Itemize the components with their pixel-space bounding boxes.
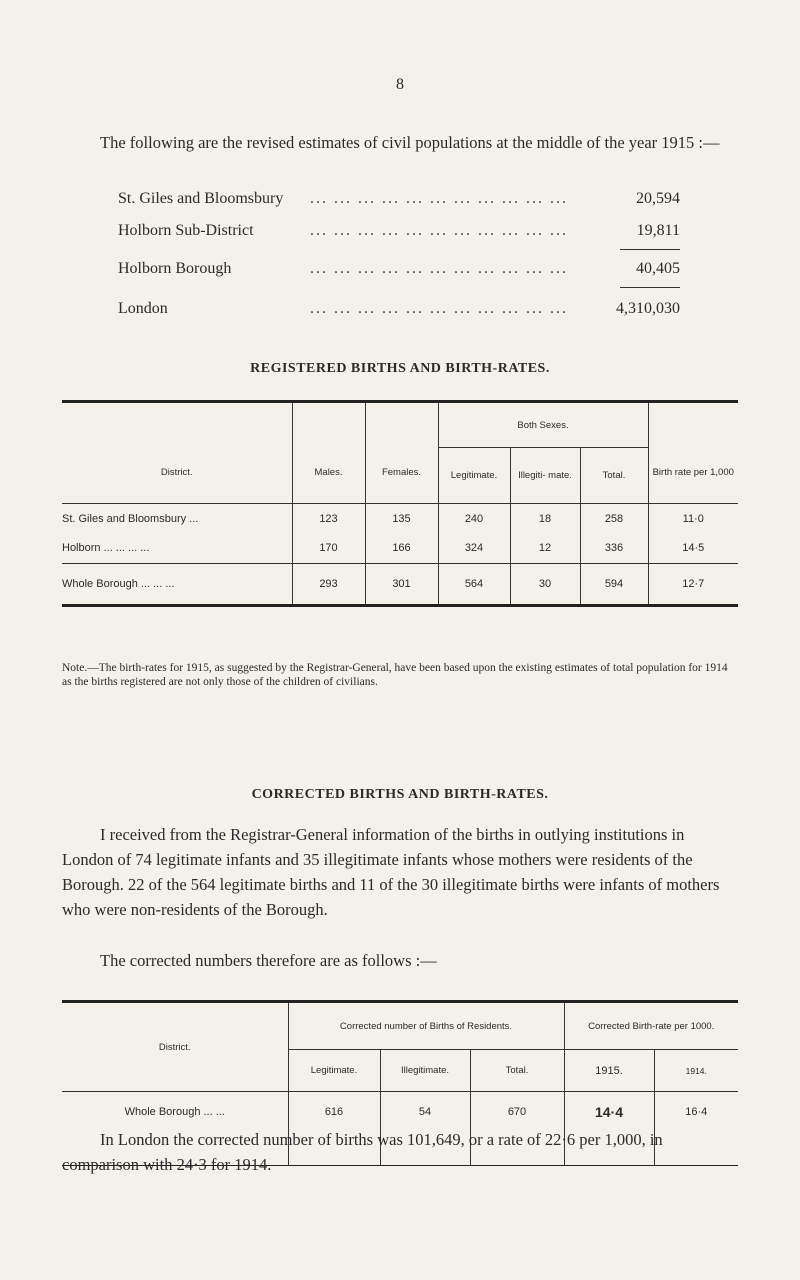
section-heading-registered: REGISTERED BIRTHS AND BIRTH-RATES. [250, 361, 550, 376]
leader-dots: ... ... ... ... ... ... ... ... ... ... ... [310, 222, 568, 239]
col-total: Total. [470, 1050, 564, 1092]
registered-births-table [62, 400, 738, 607]
cell-district: Whole Borough ... ... [124, 1105, 225, 1118]
col-legitimate: Legitimate. [438, 448, 510, 504]
cell-total: 670 [470, 1092, 564, 1132]
cell-district: Whole Borough ... ... ... [62, 578, 175, 590]
col-corrected-number: Corrected number of Births of Residents. [288, 1002, 564, 1050]
sum-rule [620, 249, 680, 250]
col-district: District. [160, 466, 193, 478]
table-row [62, 1092, 738, 1132]
follows-paragraph: The corrected numbers therefore are as follows :— [100, 951, 437, 970]
population-name: Holborn Sub-District [118, 218, 260, 244]
population-name: London [118, 296, 174, 322]
col-1914: 1914. [654, 1050, 738, 1092]
cell-legitimate: 564 [438, 564, 510, 606]
cell-legitimate: 240 [438, 504, 510, 534]
table-row [62, 534, 738, 564]
col-both-sexes: Both Sexes. [438, 402, 648, 448]
population-row [118, 218, 688, 244]
leader-dots: ... ... ... ... ... ... ... ... ... ... ... [310, 300, 568, 317]
cell-legitimate: 324 [438, 534, 510, 564]
cell-1914: 16·4 [654, 1092, 738, 1132]
cell-males: 123 [292, 504, 365, 534]
cell-total: 594 [580, 564, 648, 606]
population-value: 19,811 [636, 222, 680, 239]
col-1915: 1915. [564, 1050, 654, 1092]
cell-females: 301 [365, 564, 438, 606]
population-row [118, 256, 688, 282]
cell-total: 258 [580, 504, 648, 534]
sum-rule [620, 287, 680, 288]
cell-total: 336 [580, 534, 648, 564]
leader-dots: ... ... ... ... ... ... ... ... ... ... ... [310, 190, 568, 207]
col-total: Total. [580, 448, 648, 504]
cell-illegitimate: 18 [510, 504, 580, 534]
cell-1915: 14·4 [564, 1092, 654, 1132]
cell-illegitimate: 54 [380, 1092, 470, 1132]
table-row-total [62, 564, 738, 606]
cell-illegitimate: 30 [510, 564, 580, 606]
population-value: 4,310,030 [616, 300, 680, 317]
cell-rate: 14·5 [648, 534, 738, 564]
intro-paragraph: The following are the revised estimates of civil populations at the middle of the year 1915 :— [100, 133, 720, 152]
col-district: District. [62, 1002, 288, 1092]
section-heading-corrected: CORRECTED BIRTHS AND BIRTH-RATES. [251, 787, 549, 802]
col-illegitimate: Illegiti- mate. [510, 448, 580, 504]
leader-dots: ... ... ... ... ... ... ... ... ... ... ... [310, 260, 568, 277]
col-legitimate: Legitimate. [288, 1050, 380, 1092]
population-name: Holborn Borough [118, 256, 237, 282]
cell-illegitimate: 12 [510, 534, 580, 564]
cell-rate: 12·7 [648, 564, 738, 606]
col-males: Males. [292, 402, 365, 504]
population-value: 20,594 [636, 190, 680, 207]
col-illegitimate: Illegitimate. [380, 1050, 470, 1092]
table-note: Note.—The birth-rates for 1915, as suggested by the Registrar-General, have been based upon the existing estimates of total population for 1914 as the births registered are not only those of the children of civilians. [62, 662, 728, 688]
cell-rate: 11·0 [648, 504, 738, 534]
population-row [118, 296, 688, 322]
cell-males: 293 [292, 564, 365, 606]
cell-district: St. Giles and Bloomsbury ... [62, 512, 199, 525]
table-row [62, 504, 738, 534]
population-value: 40,405 [636, 260, 680, 277]
col-birth-rate: Birth rate per 1,000 [648, 402, 738, 504]
col-corrected-rate: Corrected Birth-rate per 1000. [564, 1002, 738, 1050]
population-name: St. Giles and Bloomsbury [118, 186, 289, 212]
cell-district: Holborn ... ... ... ... [62, 542, 150, 555]
corrected-paragraph: I received from the Registrar-General information of the births in outlying institutions in London of 74 legitimate infants and 35 illegitimate infants whose mothers were residents of the Borough. 22 of the 564 legitimate births and 11 of the 30 illegitimate births were infants of mothers who were non-residents of the Borough. [62, 825, 720, 919]
population-row [118, 186, 688, 212]
cell-males: 170 [292, 534, 365, 564]
cell-legitimate: 616 [288, 1092, 380, 1132]
london-paragraph: In London the corrected number of births was 101,649, or a rate of 22·6 per 1,000, in comparison with 24·3 for 1914. [62, 1130, 663, 1174]
page-number: 8 [396, 76, 404, 93]
cell-females: 135 [365, 504, 438, 534]
col-females: Females. [365, 402, 438, 504]
cell-females: 166 [365, 534, 438, 564]
